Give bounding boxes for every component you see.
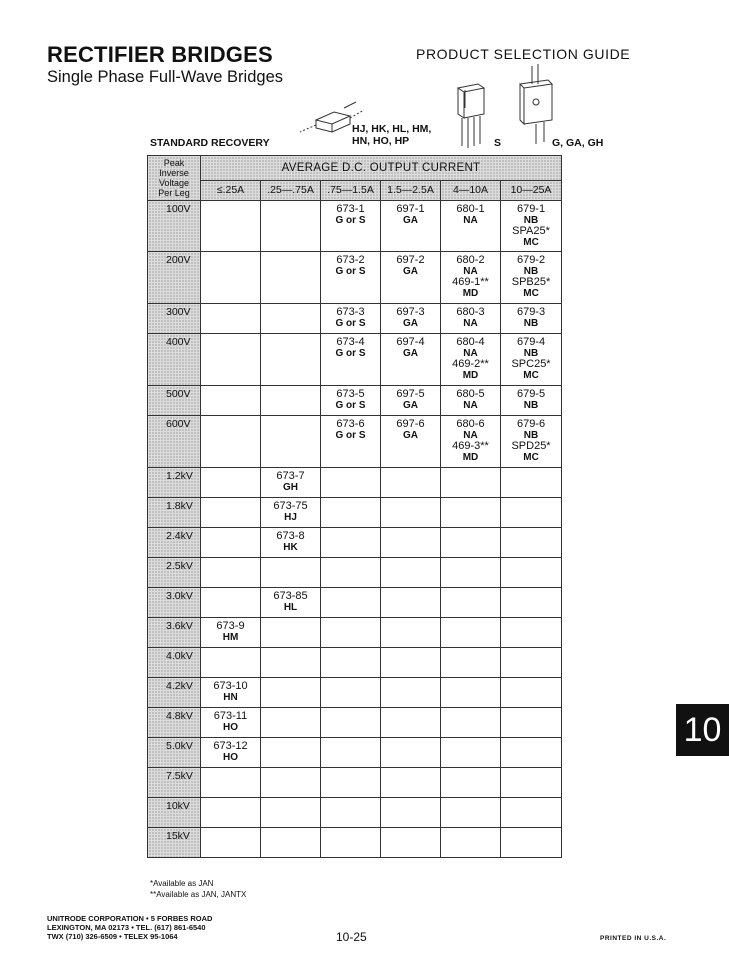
package-label-h-series <box>352 123 431 147</box>
part-cell <box>261 498 321 528</box>
part-cell <box>201 416 261 468</box>
package-code: G or S <box>335 348 366 359</box>
table-row <box>148 828 562 858</box>
table-row <box>148 618 562 648</box>
part-cell <box>381 648 441 678</box>
part-number: 680-3 <box>456 306 485 318</box>
package-code: GA <box>403 318 418 329</box>
voltage-cell: 3.6kV <box>148 618 201 648</box>
part-cell <box>381 468 441 498</box>
package-code: NB <box>523 215 539 226</box>
part-number: SPB25* <box>511 276 551 288</box>
package-code: HN <box>223 692 238 703</box>
package-code: G or S <box>335 400 366 411</box>
package-code: MC <box>523 288 539 299</box>
part-cell <box>441 201 501 252</box>
package-drawing-s <box>452 80 492 152</box>
part-number: 679-4 <box>516 336 546 348</box>
selection-table <box>147 155 562 858</box>
table-row <box>148 498 562 528</box>
part-number: SPA25* <box>512 225 550 237</box>
package-code: NA <box>463 266 478 277</box>
voltage-cell: 600V <box>148 416 201 468</box>
part-cell <box>441 768 501 798</box>
part-number: 673-85 <box>273 590 308 602</box>
footnote: *Available as JAN <box>150 879 214 888</box>
part-cell <box>261 252 321 304</box>
part-cell <box>381 708 441 738</box>
part-number: 679-5 <box>516 388 546 400</box>
part-cell <box>501 678 562 708</box>
part-cell <box>261 648 321 678</box>
part-cell <box>381 768 441 798</box>
voltage-cell: 200V <box>148 252 201 304</box>
part-cell <box>501 468 562 498</box>
table-row <box>148 708 562 738</box>
part-number: 673-75 <box>273 500 308 512</box>
package-code: GA <box>403 215 418 226</box>
part-cell <box>261 386 321 416</box>
header-line: Peak <box>163 158 185 168</box>
table-row <box>148 738 562 768</box>
package-code: G or S <box>335 215 366 226</box>
part-number: 697-1 <box>396 203 425 215</box>
table-row <box>148 416 562 468</box>
part-cell <box>261 558 321 588</box>
package-code: MC <box>523 237 539 248</box>
package-code: HJ <box>284 512 297 523</box>
voltage-cell: 4.0kV <box>148 648 201 678</box>
part-cell <box>261 201 321 252</box>
part-cell <box>261 678 321 708</box>
part-cell <box>501 252 562 304</box>
part-number: 679-2 <box>516 254 546 266</box>
voltage-cell: 400V <box>148 334 201 386</box>
part-number: 679-6 <box>516 418 546 430</box>
package-label-s: S <box>494 137 502 149</box>
part-cell <box>501 798 562 828</box>
part-cell <box>441 498 501 528</box>
part-cell <box>321 528 381 558</box>
package-code: NA <box>463 348 478 359</box>
part-cell <box>501 828 562 858</box>
package-code: NA <box>463 400 478 411</box>
part-cell <box>441 678 501 708</box>
part-number: 680-6 <box>456 418 485 430</box>
part-cell <box>441 648 501 678</box>
part-cell <box>321 678 381 708</box>
part-cell <box>201 386 261 416</box>
current-column-header: 1.5—2.5A <box>381 181 441 201</box>
current-column-header: .25—.75A <box>261 181 321 201</box>
package-code: NB <box>523 348 539 359</box>
part-number: 680-4 <box>456 336 485 348</box>
part-cell <box>381 386 441 416</box>
package-code: G or S <box>335 318 366 329</box>
table-row <box>148 334 562 386</box>
page-subtitle: Single Phase Full-Wave Bridges <box>47 68 283 86</box>
part-cell <box>201 201 261 252</box>
part-cell <box>321 648 381 678</box>
current-column-header: .75—1.5A <box>321 181 381 201</box>
printed-in-label: PRINTED IN U.S.A. <box>600 935 667 942</box>
part-cell <box>501 768 562 798</box>
part-number: 469-3** <box>452 440 489 452</box>
part-number: 697-5 <box>396 388 425 400</box>
voltage-cell: 3.0kV <box>148 588 201 618</box>
header-line: Inverse <box>159 168 189 178</box>
table-row <box>148 558 562 588</box>
part-cell <box>381 304 441 334</box>
part-cell <box>381 828 441 858</box>
voltage-cell: 5.0kV <box>148 738 201 768</box>
page-number: 10-25 <box>336 930 367 944</box>
part-cell <box>321 798 381 828</box>
part-cell <box>501 738 562 768</box>
part-cell <box>321 618 381 648</box>
voltage-cell: 1.2kV <box>148 468 201 498</box>
part-cell <box>321 588 381 618</box>
voltage-column-header <box>148 156 201 201</box>
package-code: NA <box>463 430 478 441</box>
current-header: AVERAGE D.C. OUTPUT CURRENT <box>201 156 562 181</box>
part-number: 469-1** <box>452 276 489 288</box>
part-cell <box>501 498 562 528</box>
part-cell <box>201 588 261 618</box>
part-cell <box>321 708 381 738</box>
part-cell <box>201 304 261 334</box>
part-number: 673-2 <box>336 254 365 266</box>
voltage-cell: 4.8kV <box>148 708 201 738</box>
current-column-header: ≤.25A <box>201 181 261 201</box>
package-code: MC <box>523 370 539 381</box>
part-number: 679-3 <box>516 306 546 318</box>
package-code: NA <box>463 318 478 329</box>
part-cell <box>201 618 261 648</box>
standard-recovery-label: STANDARD RECOVERY <box>150 137 270 149</box>
part-number: 673-9 <box>216 620 245 632</box>
part-cell <box>381 798 441 828</box>
current-column-header: 4—10A <box>441 181 501 201</box>
voltage-cell: 300V <box>148 304 201 334</box>
part-cell <box>261 618 321 648</box>
table-row <box>148 678 562 708</box>
part-cell <box>321 738 381 768</box>
package-label-line: HJ, HK, HL, HM, <box>352 123 432 135</box>
part-cell <box>501 386 562 416</box>
part-cell <box>321 252 381 304</box>
part-cell <box>201 558 261 588</box>
package-drawing-g <box>514 64 556 148</box>
table-row <box>148 386 562 416</box>
part-cell <box>261 304 321 334</box>
part-cell <box>441 252 501 304</box>
part-number: 673-6 <box>336 418 365 430</box>
part-cell <box>441 798 501 828</box>
part-cell <box>381 201 441 252</box>
part-cell <box>441 588 501 618</box>
part-cell <box>201 468 261 498</box>
voltage-cell: 4.2kV <box>148 678 201 708</box>
part-cell <box>501 528 562 558</box>
part-cell <box>261 708 321 738</box>
address-line: TWX (710) 326-6509 • TELEX 95-1064 <box>47 932 178 941</box>
part-cell <box>261 738 321 768</box>
part-cell <box>441 738 501 768</box>
part-number: SPD25* <box>511 440 551 452</box>
part-number: 469-2** <box>452 358 489 370</box>
package-code: HL <box>283 602 298 613</box>
part-cell <box>201 528 261 558</box>
package-code: NB <box>523 266 539 277</box>
part-cell <box>501 334 562 386</box>
package-label-line: HN, HO, HP <box>352 135 410 147</box>
part-cell <box>321 304 381 334</box>
part-cell <box>201 708 261 738</box>
part-cell <box>441 708 501 738</box>
part-cell <box>201 768 261 798</box>
table-row <box>148 768 562 798</box>
voltage-cell: 2.4kV <box>148 528 201 558</box>
footnotes <box>150 878 246 900</box>
part-cell <box>201 798 261 828</box>
part-cell <box>381 416 441 468</box>
package-code: MD <box>462 452 479 463</box>
package-code: HO <box>223 722 238 733</box>
part-cell <box>441 558 501 588</box>
voltage-cell: 15kV <box>148 828 201 858</box>
part-number: 697-3 <box>396 306 425 318</box>
part-cell <box>501 304 562 334</box>
part-cell <box>261 798 321 828</box>
current-column-header: 10—25A <box>501 181 562 201</box>
part-cell <box>381 618 441 648</box>
voltage-cell: 500V <box>148 386 201 416</box>
table-row <box>148 528 562 558</box>
part-cell <box>321 201 381 252</box>
part-cell <box>321 768 381 798</box>
part-cell <box>501 558 562 588</box>
table-row <box>148 648 562 678</box>
part-number: 680-5 <box>456 388 485 400</box>
address-line: UNITRODE CORPORATION • 5 FORBES ROAD <box>47 914 213 923</box>
package-code: MC <box>523 452 539 463</box>
guide-heading: PRODUCT SELECTION GUIDE <box>416 46 631 62</box>
table-row <box>148 252 562 304</box>
part-cell <box>321 416 381 468</box>
part-cell <box>321 828 381 858</box>
part-cell <box>321 558 381 588</box>
part-cell <box>441 468 501 498</box>
part-cell <box>261 768 321 798</box>
part-cell <box>381 334 441 386</box>
part-cell <box>501 201 562 252</box>
part-cell <box>201 678 261 708</box>
table-row <box>148 798 562 828</box>
package-label-g: G, GA, GH <box>552 137 604 149</box>
part-cell <box>381 528 441 558</box>
voltage-cell: 2.5kV <box>148 558 201 588</box>
package-code: G or S <box>335 266 366 277</box>
part-cell <box>441 828 501 858</box>
part-cell <box>321 386 381 416</box>
voltage-cell: 10kV <box>148 798 201 828</box>
part-number: 673-12 <box>213 740 248 752</box>
part-cell <box>441 528 501 558</box>
part-number: 679-1 <box>516 203 546 215</box>
voltage-cell: 7.5kV <box>148 768 201 798</box>
part-number: 680-2 <box>456 254 485 266</box>
package-code: GA <box>403 348 418 359</box>
part-cell <box>261 468 321 498</box>
package-code: HK <box>283 542 298 553</box>
part-cell <box>501 648 562 678</box>
part-number: 680-1 <box>456 203 485 215</box>
package-code: G or S <box>335 430 366 441</box>
part-cell <box>381 678 441 708</box>
part-cell <box>441 416 501 468</box>
part-cell <box>201 648 261 678</box>
part-cell <box>441 618 501 648</box>
package-code: NB <box>523 318 539 329</box>
package-code: HO <box>223 752 238 763</box>
part-number: 673-5 <box>336 388 365 400</box>
part-cell <box>201 738 261 768</box>
footnote: **Available as JAN, JANTX <box>150 890 247 899</box>
part-cell <box>381 738 441 768</box>
part-cell <box>261 416 321 468</box>
package-code: NB <box>523 430 539 441</box>
company-address <box>47 914 212 941</box>
part-cell <box>321 498 381 528</box>
part-cell <box>441 334 501 386</box>
part-cell <box>201 334 261 386</box>
section-tab: 10 <box>676 704 729 756</box>
package-code: GA <box>403 266 418 277</box>
part-cell <box>441 304 501 334</box>
table-row <box>148 304 562 334</box>
package-code: NA <box>463 215 478 226</box>
part-cell <box>261 528 321 558</box>
voltage-cell: 1.8kV <box>148 498 201 528</box>
part-cell <box>501 618 562 648</box>
part-number: 673-1 <box>336 203 365 215</box>
part-number: 673-11 <box>213 710 248 722</box>
voltage-cell: 100V <box>148 201 201 252</box>
part-cell <box>501 416 562 468</box>
package-code: GA <box>403 430 418 441</box>
part-number: 673-8 <box>276 530 305 542</box>
part-cell <box>501 708 562 738</box>
part-number: 697-6 <box>396 418 425 430</box>
part-cell <box>381 558 441 588</box>
package-code: GH <box>283 482 298 493</box>
part-number: 697-4 <box>396 336 425 348</box>
part-cell <box>321 468 381 498</box>
part-cell <box>201 252 261 304</box>
part-number: 673-4 <box>336 336 365 348</box>
package-code: MD <box>462 370 479 381</box>
part-number: 673-10 <box>213 680 248 692</box>
address-line: LEXINGTON, MA 02173 • TEL. (617) 861-6540 <box>47 923 206 932</box>
part-cell <box>261 334 321 386</box>
part-cell <box>381 498 441 528</box>
package-code: MD <box>462 288 479 299</box>
package-code: HM <box>222 632 239 643</box>
page-title: RECTIFIER BRIDGES <box>47 42 273 67</box>
table-row <box>148 588 562 618</box>
part-cell <box>441 386 501 416</box>
table-row <box>148 468 562 498</box>
part-cell <box>381 252 441 304</box>
header-line: Per Leg <box>158 188 190 198</box>
part-cell <box>261 828 321 858</box>
part-cell <box>381 588 441 618</box>
part-number: 697-2 <box>396 254 425 266</box>
table-row <box>148 201 562 252</box>
part-number: 673-7 <box>276 470 305 482</box>
part-number: 673-3 <box>336 306 365 318</box>
part-cell <box>201 828 261 858</box>
part-cell <box>321 334 381 386</box>
package-code: GA <box>403 400 418 411</box>
header-line: Voltage <box>158 178 190 188</box>
part-cell <box>501 588 562 618</box>
package-code: NB <box>523 400 539 411</box>
part-cell <box>261 588 321 618</box>
part-cell <box>201 498 261 528</box>
part-number: SPC25* <box>511 358 551 370</box>
